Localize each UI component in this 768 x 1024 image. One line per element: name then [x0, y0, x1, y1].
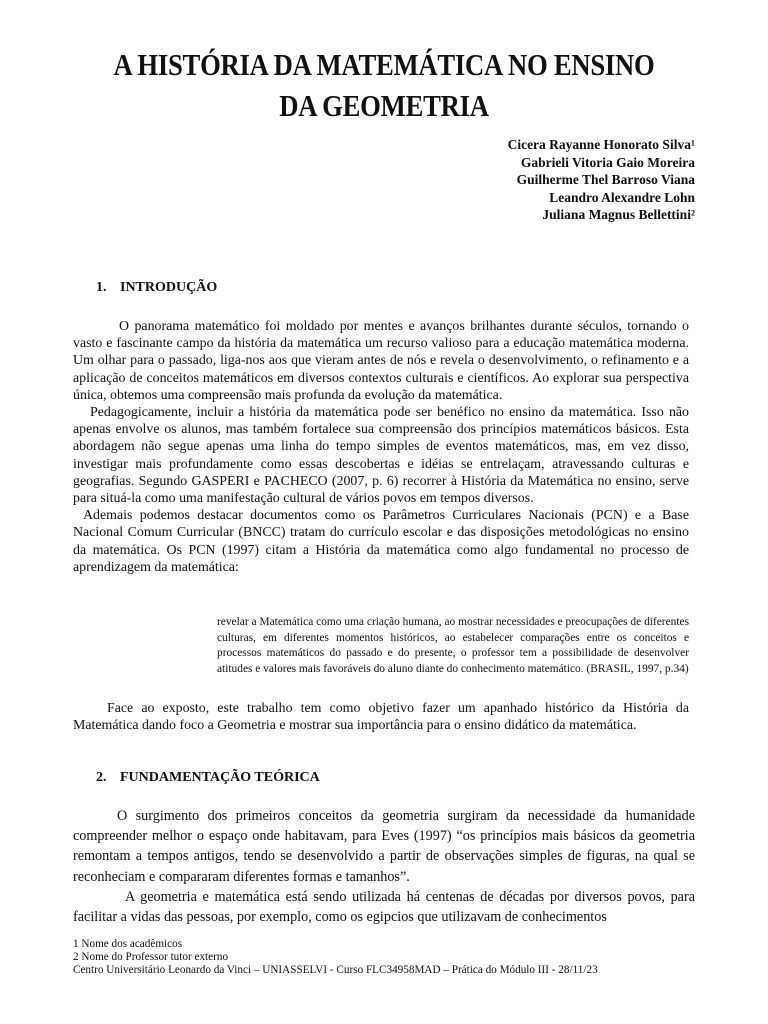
author-name: Cicera Rayanne Honorato Silva¹ — [507, 137, 695, 152]
section-number: 2. — [96, 770, 107, 785]
page-title: A HISTÓRIA DA MATEMÁTICA NO ENSINO DA GEOMETRIA — [113, 47, 655, 123]
paragraph: O panorama matemático foi moldado por mentes e avanços brilhantes durante séculos, tornando o vasto e fascinante campo da história da matemática um recurso valioso para a educação matemática moderna. Um olhar para o passado, liga-nos aos que vieram antes de nós e revela o desenvolvimento, o refinamento e a aplicação de conceitos matemáticos em diversos contextos culturais e científicos. Ao explorar sua perspectiva única, obtemos uma compreensão mais profunda da evolução da matemática. — [73, 319, 689, 403]
paragraph: O surgimento dos primeiros conceitos da geometria surgiram da necessidade da humanidade compreender melhor o espaço onde habitavam, para Eves (1997) “os princípios mais básicos da geometria remontam a tempos antigos, tendo se desenvolvido a partir de observações simples de figuras, na qual se reconheciam e compararam diferentes formas e tamanhos”. — [73, 808, 695, 885]
author-name: Juliana Magnus Bellettini² — [542, 207, 695, 222]
author-name: Gabrieli Vitoria Gaio Moreira — [520, 154, 695, 170]
author-list — [508, 136, 695, 224]
theory-body — [73, 806, 695, 927]
author-name: Guilherme Thel Barroso Viana — [516, 172, 695, 187]
paragraph: Face ao exposto, este trabalho tem como objetivo fazer um apanhado histórico da História da Matemática dando foco a Geometria e mostrar sua importância para o ensino didático da matemática. — [73, 701, 689, 734]
footer-course-info: Centro Universitário Leonardo da Vinci – UNIASSELVI - Curso FLC34958MAD – Prática do Módulo III - 28/11/23 — [73, 964, 598, 976]
section-heading-theory — [96, 770, 320, 786]
section-title: INTRODUÇÃO — [120, 280, 218, 295]
section-title: FUNDAMENTAÇÃO TEÓRICA — [120, 770, 320, 785]
section-number: 1. — [96, 280, 107, 295]
block-quote: revelar a Matemática como uma criação humana, ao mostrar necessidades e preocupações de diferentes culturas, em diferentes momentos históricos, ao estabelecer comparações entre os conceitos e processos matemáticos do passado e do presente, o professor tem a possibilidade de desenvolver atitudes e valores mais favoráveis do aluno diante do conhecimento matemático. (BRASIL, 1997, p.34) — [217, 616, 689, 675]
footnotes — [73, 938, 598, 977]
paragraph: Ademais podemos destacar documentos como os Parâmetros Curriculares Nacionais (PCN) e a Base Nacional Comum Curricular (BNCC) tratam do currículo escolar e das disposições metodológicas no ensino da matemática. Os PCN (1997) citam a História da matemática como algo fundamental no processo de aprendizagem da matemática: — [73, 508, 689, 575]
introduction-conclusion — [73, 700, 689, 734]
footnote: 2 Nome do Professor tutor externo — [73, 951, 229, 963]
paragraph: A geometria e matemática está sendo utilizada há centenas de décadas por diversos povos, para facilitar a vidas das pessoas, por exemplo, como os egipcios que utilizavam de conhecimentos — [73, 888, 695, 926]
introduction-body — [73, 318, 689, 576]
footnote: 1 Nome dos acadêmicos — [73, 938, 183, 950]
author-name: Leandro Alexandre Lohn — [549, 189, 695, 205]
section-heading-introduction — [96, 280, 217, 296]
paragraph: Pedagogicamente, incluir a história da matemática pode ser benéfico no ensino da matemática. Isso não apenas envolve os alunos, mas também fortalece sua compreensão dos princípios matemáticos básicos. Esta abordagem não segue apenas uma linha do tempo simples de eventos matemáticos, mas, em vez disso, investigar mais profundamente como essas descobertas e idéias se entrelaçam, atravessando culturas e geografias. Segundo GASPERI e PACHECO (2007, p. 6) recorrer à História da Matemática no ensino, serve para situá-la como uma manifestação cultural de vários povos em tempos diversos. — [73, 405, 689, 507]
